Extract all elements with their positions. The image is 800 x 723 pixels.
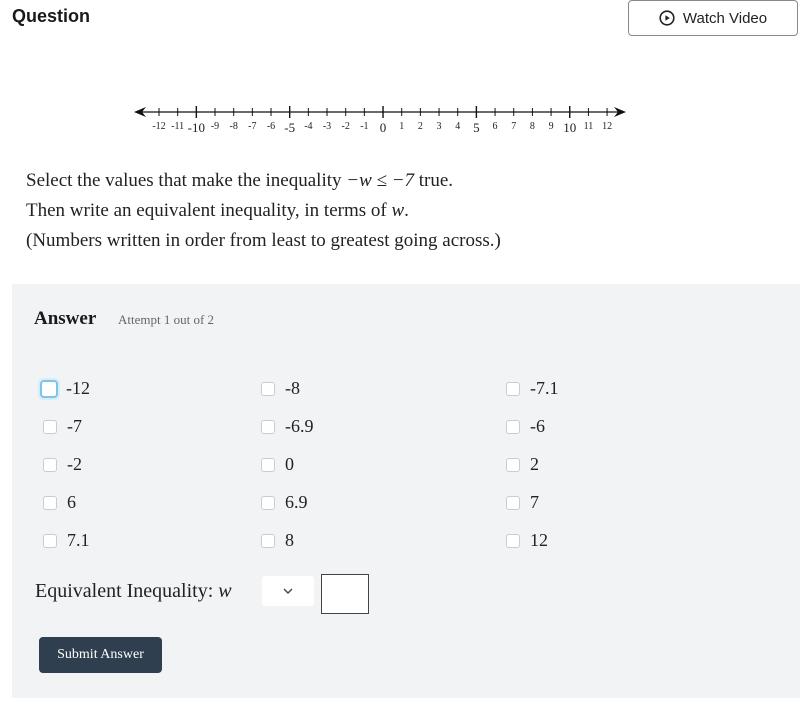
option-checkbox[interactable] <box>506 454 539 475</box>
prompt-text: Then write an equivalent inequality, in terms of <box>26 200 392 221</box>
number-line-label: -11 <box>171 121 185 132</box>
number-line-label: 9 <box>548 121 554 132</box>
number-line-label: -1 <box>360 121 369 132</box>
checkbox-icon[interactable] <box>43 420 57 434</box>
watch-video-label: Watch Video <box>682 9 768 27</box>
checkbox-icon[interactable] <box>261 382 275 396</box>
option-label: 8 <box>285 530 294 550</box>
checkbox-icon[interactable] <box>261 458 275 472</box>
option-checkbox[interactable] <box>506 492 539 513</box>
number-line-label: -6 <box>266 121 276 132</box>
checkbox-icon[interactable] <box>261 420 275 434</box>
number-line-label: -10 <box>187 120 206 135</box>
checkbox-icon[interactable] <box>43 534 57 548</box>
option-label: -7 <box>67 416 82 436</box>
option-checkbox[interactable] <box>43 530 90 551</box>
checkbox-icon[interactable] <box>261 534 275 548</box>
option-checkbox[interactable] <box>261 492 308 513</box>
option-label: 12 <box>530 530 548 550</box>
option-checkbox[interactable] <box>506 416 545 437</box>
variable-w: w <box>391 200 405 221</box>
number-line-label: 4 <box>455 121 461 132</box>
variable-w: w <box>218 580 232 602</box>
number-line-label: -4 <box>304 121 313 132</box>
checkbox-icon[interactable] <box>506 496 520 510</box>
option-checkbox[interactable] <box>43 416 82 437</box>
inequality-value-input[interactable] <box>321 574 369 614</box>
option-label: 6.9 <box>285 492 308 512</box>
number-line-label: -2 <box>341 121 350 132</box>
number-line-label: 11 <box>583 121 594 132</box>
option-checkbox[interactable] <box>261 454 294 475</box>
number-line-label: -3 <box>322 121 332 132</box>
option-label: 6 <box>67 492 76 512</box>
option-label: -7.1 <box>530 378 559 398</box>
attempt-counter: Attempt 1 out of 2 <box>118 312 215 327</box>
checkbox-icon[interactable] <box>43 496 57 510</box>
option-label: -6 <box>530 416 545 436</box>
number-line-label: 6 <box>492 121 498 132</box>
number-line-label: 10 <box>563 120 577 135</box>
option-checkbox[interactable] <box>506 378 559 399</box>
page-title: Question <box>12 6 91 26</box>
watch-video-button[interactable] <box>628 0 798 36</box>
checkbox-icon[interactable] <box>40 380 58 398</box>
play-circle-icon <box>659 10 675 26</box>
prompt-line-1 <box>26 166 501 196</box>
number-line-label: 1 <box>399 121 405 132</box>
checkbox-icon[interactable] <box>43 458 57 472</box>
option-checkbox[interactable] <box>43 454 82 475</box>
option-checkbox[interactable] <box>261 416 314 437</box>
option-label: 0 <box>285 454 294 474</box>
checkbox-icon[interactable] <box>506 534 520 548</box>
checkbox-icon[interactable] <box>506 458 520 472</box>
number-line-label: -8 <box>229 121 238 132</box>
number-line-label: -9 <box>210 121 220 132</box>
question-prompt <box>26 166 501 256</box>
option-label: -2 <box>67 454 82 474</box>
option-checkbox[interactable] <box>43 492 76 513</box>
number-line-label: 3 <box>436 121 442 132</box>
checkbox-icon[interactable] <box>261 496 275 510</box>
option-checkbox[interactable] <box>261 530 294 551</box>
equivalent-inequality-label <box>35 580 232 603</box>
option-checkbox[interactable] <box>506 530 548 551</box>
inequality-expression: −w ≤ −7 <box>346 170 415 191</box>
submit-answer-button[interactable]: Submit Answer <box>39 637 162 673</box>
prompt-text: . <box>404 200 409 221</box>
option-label: -12 <box>66 378 90 398</box>
chevron-down-icon <box>283 588 293 594</box>
number-line-label: 2 <box>417 121 423 132</box>
option-checkbox[interactable] <box>261 378 300 399</box>
prompt-line-3: (Numbers written in order from least to greatest going across.) <box>26 230 501 251</box>
option-label: -6.9 <box>285 416 314 436</box>
number-line-label: -12 <box>152 121 166 132</box>
answer-panel <box>12 284 800 698</box>
prompt-line-2 <box>26 196 501 226</box>
number-line-label: 12 <box>602 121 613 132</box>
equivalent-label-text: Equivalent Inequality: <box>35 580 219 602</box>
answer-title: Answer <box>34 308 97 329</box>
option-checkbox[interactable] <box>40 378 90 399</box>
option-label: 7.1 <box>67 530 90 550</box>
option-label: 7 <box>530 492 539 512</box>
checkbox-icon[interactable] <box>506 420 520 434</box>
option-label: -8 <box>285 378 300 398</box>
checkbox-icon[interactable] <box>506 382 520 396</box>
number-line-label: -7 <box>248 121 257 132</box>
prompt-text: Select the values that make the inequality <box>26 170 347 191</box>
option-label: 2 <box>530 454 539 474</box>
number-line-label: -5 <box>284 120 296 135</box>
number-line <box>132 100 632 140</box>
number-line-label: 8 <box>529 121 535 132</box>
number-line-label: 0 <box>379 120 387 135</box>
prompt-text: true. <box>414 170 454 191</box>
inequality-operator-select[interactable] <box>262 576 314 606</box>
number-line-label: 7 <box>511 121 517 132</box>
number-line-label: 5 <box>473 120 480 135</box>
